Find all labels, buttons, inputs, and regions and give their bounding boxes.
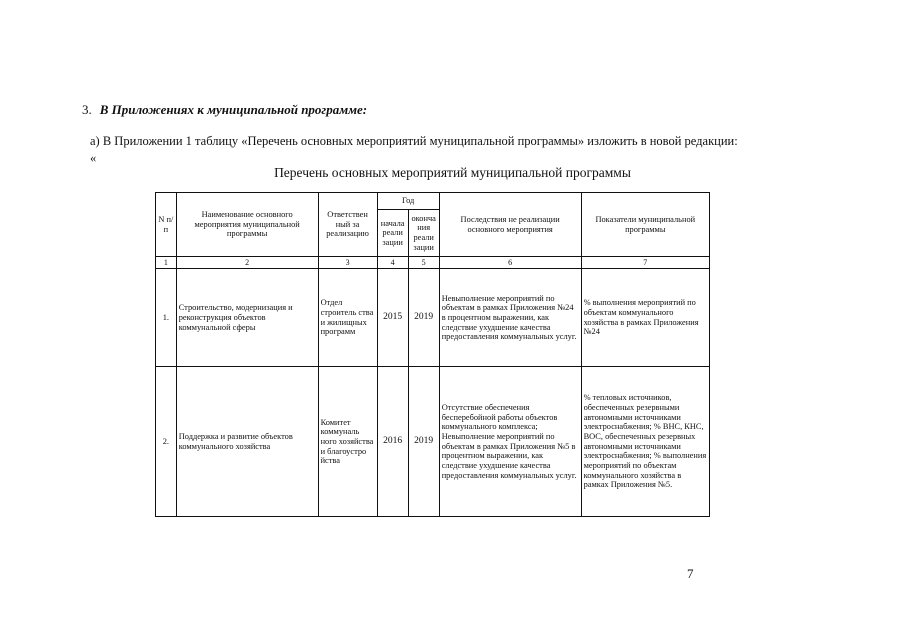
table-title: Перечень основных мероприятий муниципальной программы [274, 165, 631, 180]
index-cell: 5 [408, 257, 439, 269]
row-year-end: 2019 [408, 269, 439, 367]
header-num: N п/п [156, 193, 177, 257]
row-num: 1. [156, 269, 177, 367]
intro-paragraph: а) В Приложении 1 таблицу «Перечень основных мероприятий муниципальной программы» изложить в новой редакции: [90, 134, 738, 148]
header-indicators: Показатели муниципальной программы [581, 193, 709, 257]
row-responsible: Отдел строитель ства и жилищных программ [318, 269, 377, 367]
section-heading [82, 102, 367, 118]
row-responsible: Комитет коммуналь ного хозяйства и благоустро йства [318, 367, 377, 517]
header-row [156, 193, 710, 210]
section-title: В Приложениях к муниципальной программе: [99, 102, 368, 117]
table-row [156, 269, 710, 367]
header-year-end: оконча ния реали зации [408, 210, 439, 257]
row-year-end: 2019 [408, 367, 439, 517]
measures-table [155, 192, 710, 517]
index-cell: 6 [439, 257, 581, 269]
row-indicators: % выполнения мероприятий по объектам коммунального хозяйства в рамках Приложения №24 [581, 269, 709, 367]
header-year-start: начала реали зации [377, 210, 408, 257]
row-year-start: 2015 [377, 269, 408, 367]
index-cell: 4 [377, 257, 408, 269]
index-cell: 1 [156, 257, 177, 269]
header-year: Год [377, 193, 439, 210]
row-consequences: Невыполнение мероприятий по объектам в рамках Приложения №24 в процентном выражении, как следствие ухудшение качества предоставления коммунальных услуг. [439, 269, 581, 367]
row-indicators: % тепловых источников, обеспеченных резервными автономными источниками электроснабжения; % ВНС, КНС, ВОС, обеспеченных резервных автономными источниками электроснабжения; % выполнения мероприятий по объектам коммунального хозяйства в рамках Приложения №5. [581, 367, 709, 517]
header-name: Наименование основного мероприятия муниципальной программы [176, 193, 318, 257]
page-number: 7 [687, 566, 694, 581]
table-row [156, 367, 710, 517]
row-consequences: Отсутствие обеспечения бесперебойной работы объектов коммунального комплекса; Невыполнение мероприятий по объектам в рамках Приложения №5 в процентном выражении, как следствие ухудшение качества предоставления коммунальных услуг. [439, 367, 581, 517]
index-cell: 3 [318, 257, 377, 269]
header-consequences: Последствия не реализации основного мероприятия [439, 193, 581, 257]
index-cell: 7 [581, 257, 709, 269]
row-name: Строительство, модернизация и реконструкция объектов коммунальной сферы [176, 269, 318, 367]
index-row [156, 257, 710, 269]
row-year-start: 2016 [377, 367, 408, 517]
row-num: 2. [156, 367, 177, 517]
row-name: Поддержка и развитие объектов коммунального хозяйства [176, 367, 318, 517]
opening-quote: « [90, 151, 97, 165]
header-responsible: Ответствен ный за реализацию [318, 193, 377, 257]
index-cell: 2 [176, 257, 318, 269]
section-number: 3. [82, 102, 92, 117]
